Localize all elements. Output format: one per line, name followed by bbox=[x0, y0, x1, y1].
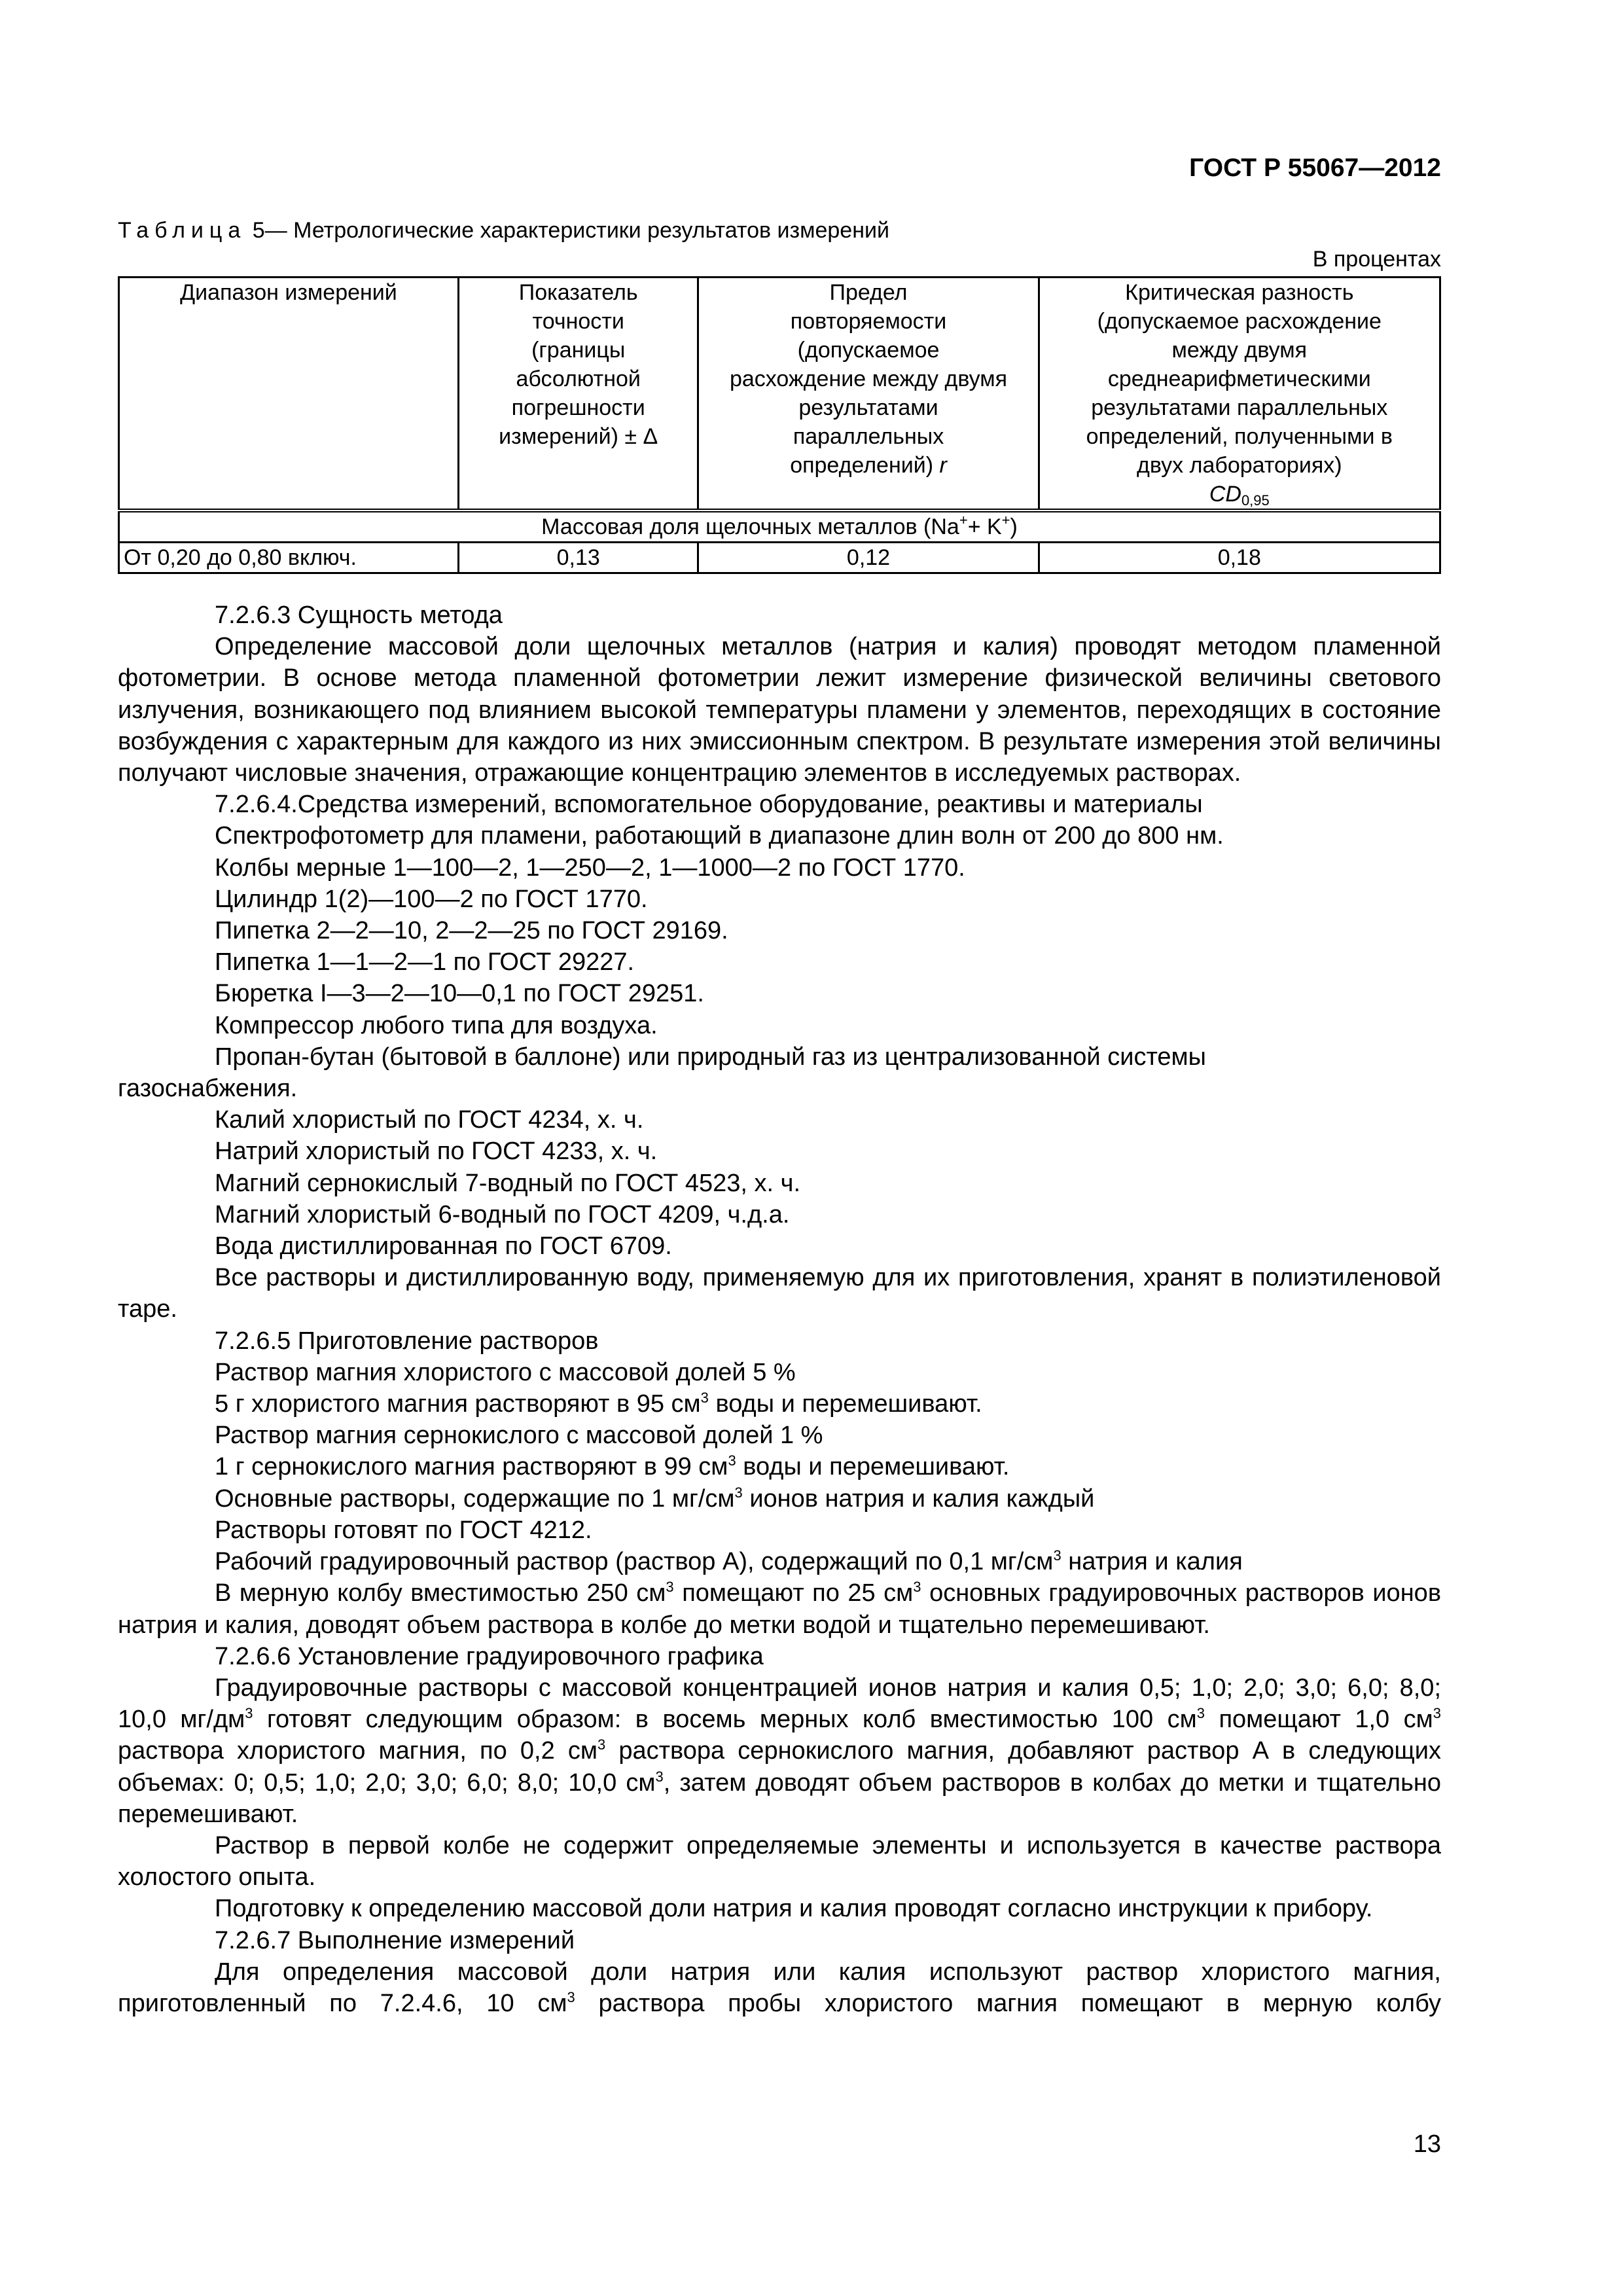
paragraph: Раствор магния хлористого с массовой долей 5 % bbox=[215, 1358, 796, 1386]
list-item: Спектрофотометр для пламени, работающий в диапазоне длин волн от 200 до 800 нм. bbox=[215, 822, 1224, 850]
list-item: Вода дистиллированная по ГОСТ 6709. bbox=[215, 1232, 672, 1261]
page-number: 13 bbox=[1413, 2130, 1441, 2158]
table-group-row: Массовая доля щелочных металлов (Na++ K+) bbox=[119, 511, 1440, 543]
list-item: Компрессор любого типа для воздуха. bbox=[215, 1011, 658, 1039]
table-caption: Таблица 5— Метрологические характеристики результатов измерений bbox=[118, 218, 889, 243]
table-header-row bbox=[119, 278, 1440, 511]
document-body bbox=[118, 600, 1441, 2019]
header-critical-difference: Критическая разность (допускаемое расхождение между двумя среднеарифметическими результатами параллельных определений, полученными в двух лабораториях) $CD_{0,95}$ bbox=[1039, 278, 1440, 511]
list-item: Магний сернокислый 7-водный по ГОСТ 4523, х. ч. bbox=[215, 1169, 801, 1197]
header-repeatability: Предел повторяемости (допускаемое расхождение между двумя результатами параллельных определений) r bbox=[698, 278, 1039, 511]
table-units: В процентах bbox=[1312, 247, 1441, 272]
table-number: 5 bbox=[252, 218, 265, 243]
cell-range: От 0,20 до 0,80 включ. bbox=[119, 543, 459, 573]
list-item: Калий хлористый по ГОСТ 4234, х. ч. bbox=[215, 1106, 644, 1134]
paragraph: Подготовку к определению массовой доли натрия и калия проводят согласно инструкции к прибору. bbox=[215, 1895, 1373, 1923]
paragraph: Градуировочные растворы с массовой концентрацией ионов натрия и калия 0,5; 1,0; 2,0; 3,0; 6,0; 8,0; 10,0 $мг/дм^3$ готовят следующим образом: в восемь мерных колб вместимостью 100 $см^3$ помещают 1,0 $см^3$ раствора хлористого магния, по 0,2 $см^3$ раствора сернокислого магния, добавляют раствор А в следующих объемах: 0; 0,5; 1,0; 2,0; 3,0; 6,0; 8,0; 10,0 $см^3$, затем доводят объем растворов в колбах до метки и тщательно перемешивают. bbox=[118, 1674, 1442, 1828]
table-label: Таблица bbox=[118, 218, 247, 243]
list-item: Бюретка I—3—2—10—0,1 по ГОСТ 29251. bbox=[215, 980, 704, 1008]
list-item: Колбы мерные 1—100—2, 1—250—2, 1—1000—2 по ГОСТ 1770. bbox=[215, 853, 965, 882]
table-row bbox=[119, 543, 1440, 573]
list-item: Натрий хлористый по ГОСТ 4233, х. ч. bbox=[215, 1138, 658, 1166]
cell-repeatability: 0,12 bbox=[698, 543, 1039, 573]
list-item: Пропан-бутан (бытовой в баллоне) или природный газ из централизованной системы bbox=[215, 1043, 1206, 1071]
paragraph: Раствор в первой колбе не содержит определяемые элементы и используется в качестве раствора холостого опыта. bbox=[118, 1831, 1441, 1892]
paragraph: В мерную колбу вместимостью 250 $см^3$ помещают по 25 $см^3$ основных градуировочных растворов ионов натрия и калия, доводят объем раствора в колбе до метки водой и тщательно перемешивают. bbox=[118, 1579, 1442, 1639]
section-heading: 7.2.6.3 Сущность метода bbox=[215, 601, 503, 629]
section-heading: 7.2.6.5 Приготовление растворов bbox=[215, 1327, 599, 1355]
cell-critical: 0,18 bbox=[1039, 543, 1440, 573]
section-heading: 7.2.6.6 Установление градуировочного графика bbox=[215, 1642, 764, 1670]
table-title: Метрологические характеристики результатов измерений bbox=[293, 218, 889, 243]
standard-header: ГОСТ Р 55067—2012 bbox=[1189, 154, 1441, 182]
paragraph: Основные растворы, содержащие по 1 $мг/см^3$ ионов натрия и калия каждый bbox=[215, 1484, 1095, 1513]
paragraph: 1 г сернокислого магния растворяют в 99 $см^3$ воды и перемешивают. bbox=[215, 1452, 1010, 1481]
section-heading: 7.2.6.7 Выполнение измерений bbox=[215, 1926, 575, 1954]
paragraph: Определение массовой доли щелочных металлов (натрия и калия) проводят методом пламенной фотометрии. В основе метода пламенной фотометрии лежит измерение физической величины светового излучения, возникающего под влиянием высокой температуры пламени у элементов, переходящих в состояние возбуждения с характерным для каждого из них эмиссионным спектром. В результате измерения этой величины получают числовые значения, отражающие концентрацию элементов в исследуемых растворах. bbox=[118, 633, 1441, 787]
section-heading: 7.2.6.4.Средства измерений, вспомогательное оборудование, реактивы и материалы bbox=[215, 791, 1203, 819]
paragraph: Для определения массовой доли натрия или калия используют раствор хлористого магния, приготовленный по 7.2.4.6, 10 $см^3$ раствора пробы хлористого магния помещают в мерную колбу bbox=[118, 1958, 1442, 2017]
list-item: Пипетка 1—1—2—1 по ГОСТ 29227. bbox=[215, 948, 635, 977]
paragraph: Все растворы и дистиллированную воду, применяемую для их приготовления, хранят в полиэтиленовой таре. bbox=[118, 1264, 1441, 1323]
paragraph: Растворы готовят по ГОСТ 4212. bbox=[215, 1516, 592, 1544]
paragraph: 5 г хлористого магния растворяют в 95 $см^3$ воды и перемешивают. bbox=[215, 1390, 982, 1418]
list-item: Цилиндр 1(2)—100—2 по ГОСТ 1770. bbox=[215, 885, 648, 913]
header-range: Диапазон измерений bbox=[119, 278, 459, 511]
list-item: Пипетка 2—2—10, 2—2—25 по ГОСТ 29169. bbox=[215, 917, 728, 945]
list-item-continuation: газоснабжения. bbox=[118, 1075, 298, 1103]
header-accuracy: Показатель точности (границы абсолютной погрешности измерений) ± Δ bbox=[458, 278, 698, 511]
metrology-table bbox=[118, 276, 1441, 574]
cell-accuracy: 0,13 bbox=[458, 543, 698, 573]
list-item: Магний хлористый 6-водный по ГОСТ 4209, ч.д.а. bbox=[215, 1200, 790, 1229]
paragraph: Рабочий градуировочный раствор (раствор А), содержащий по 0,1 $мг/см^3$ натрия и калия bbox=[215, 1547, 1243, 1576]
paragraph: Раствор магния сернокислого с массовой долей 1 % bbox=[215, 1422, 823, 1450]
